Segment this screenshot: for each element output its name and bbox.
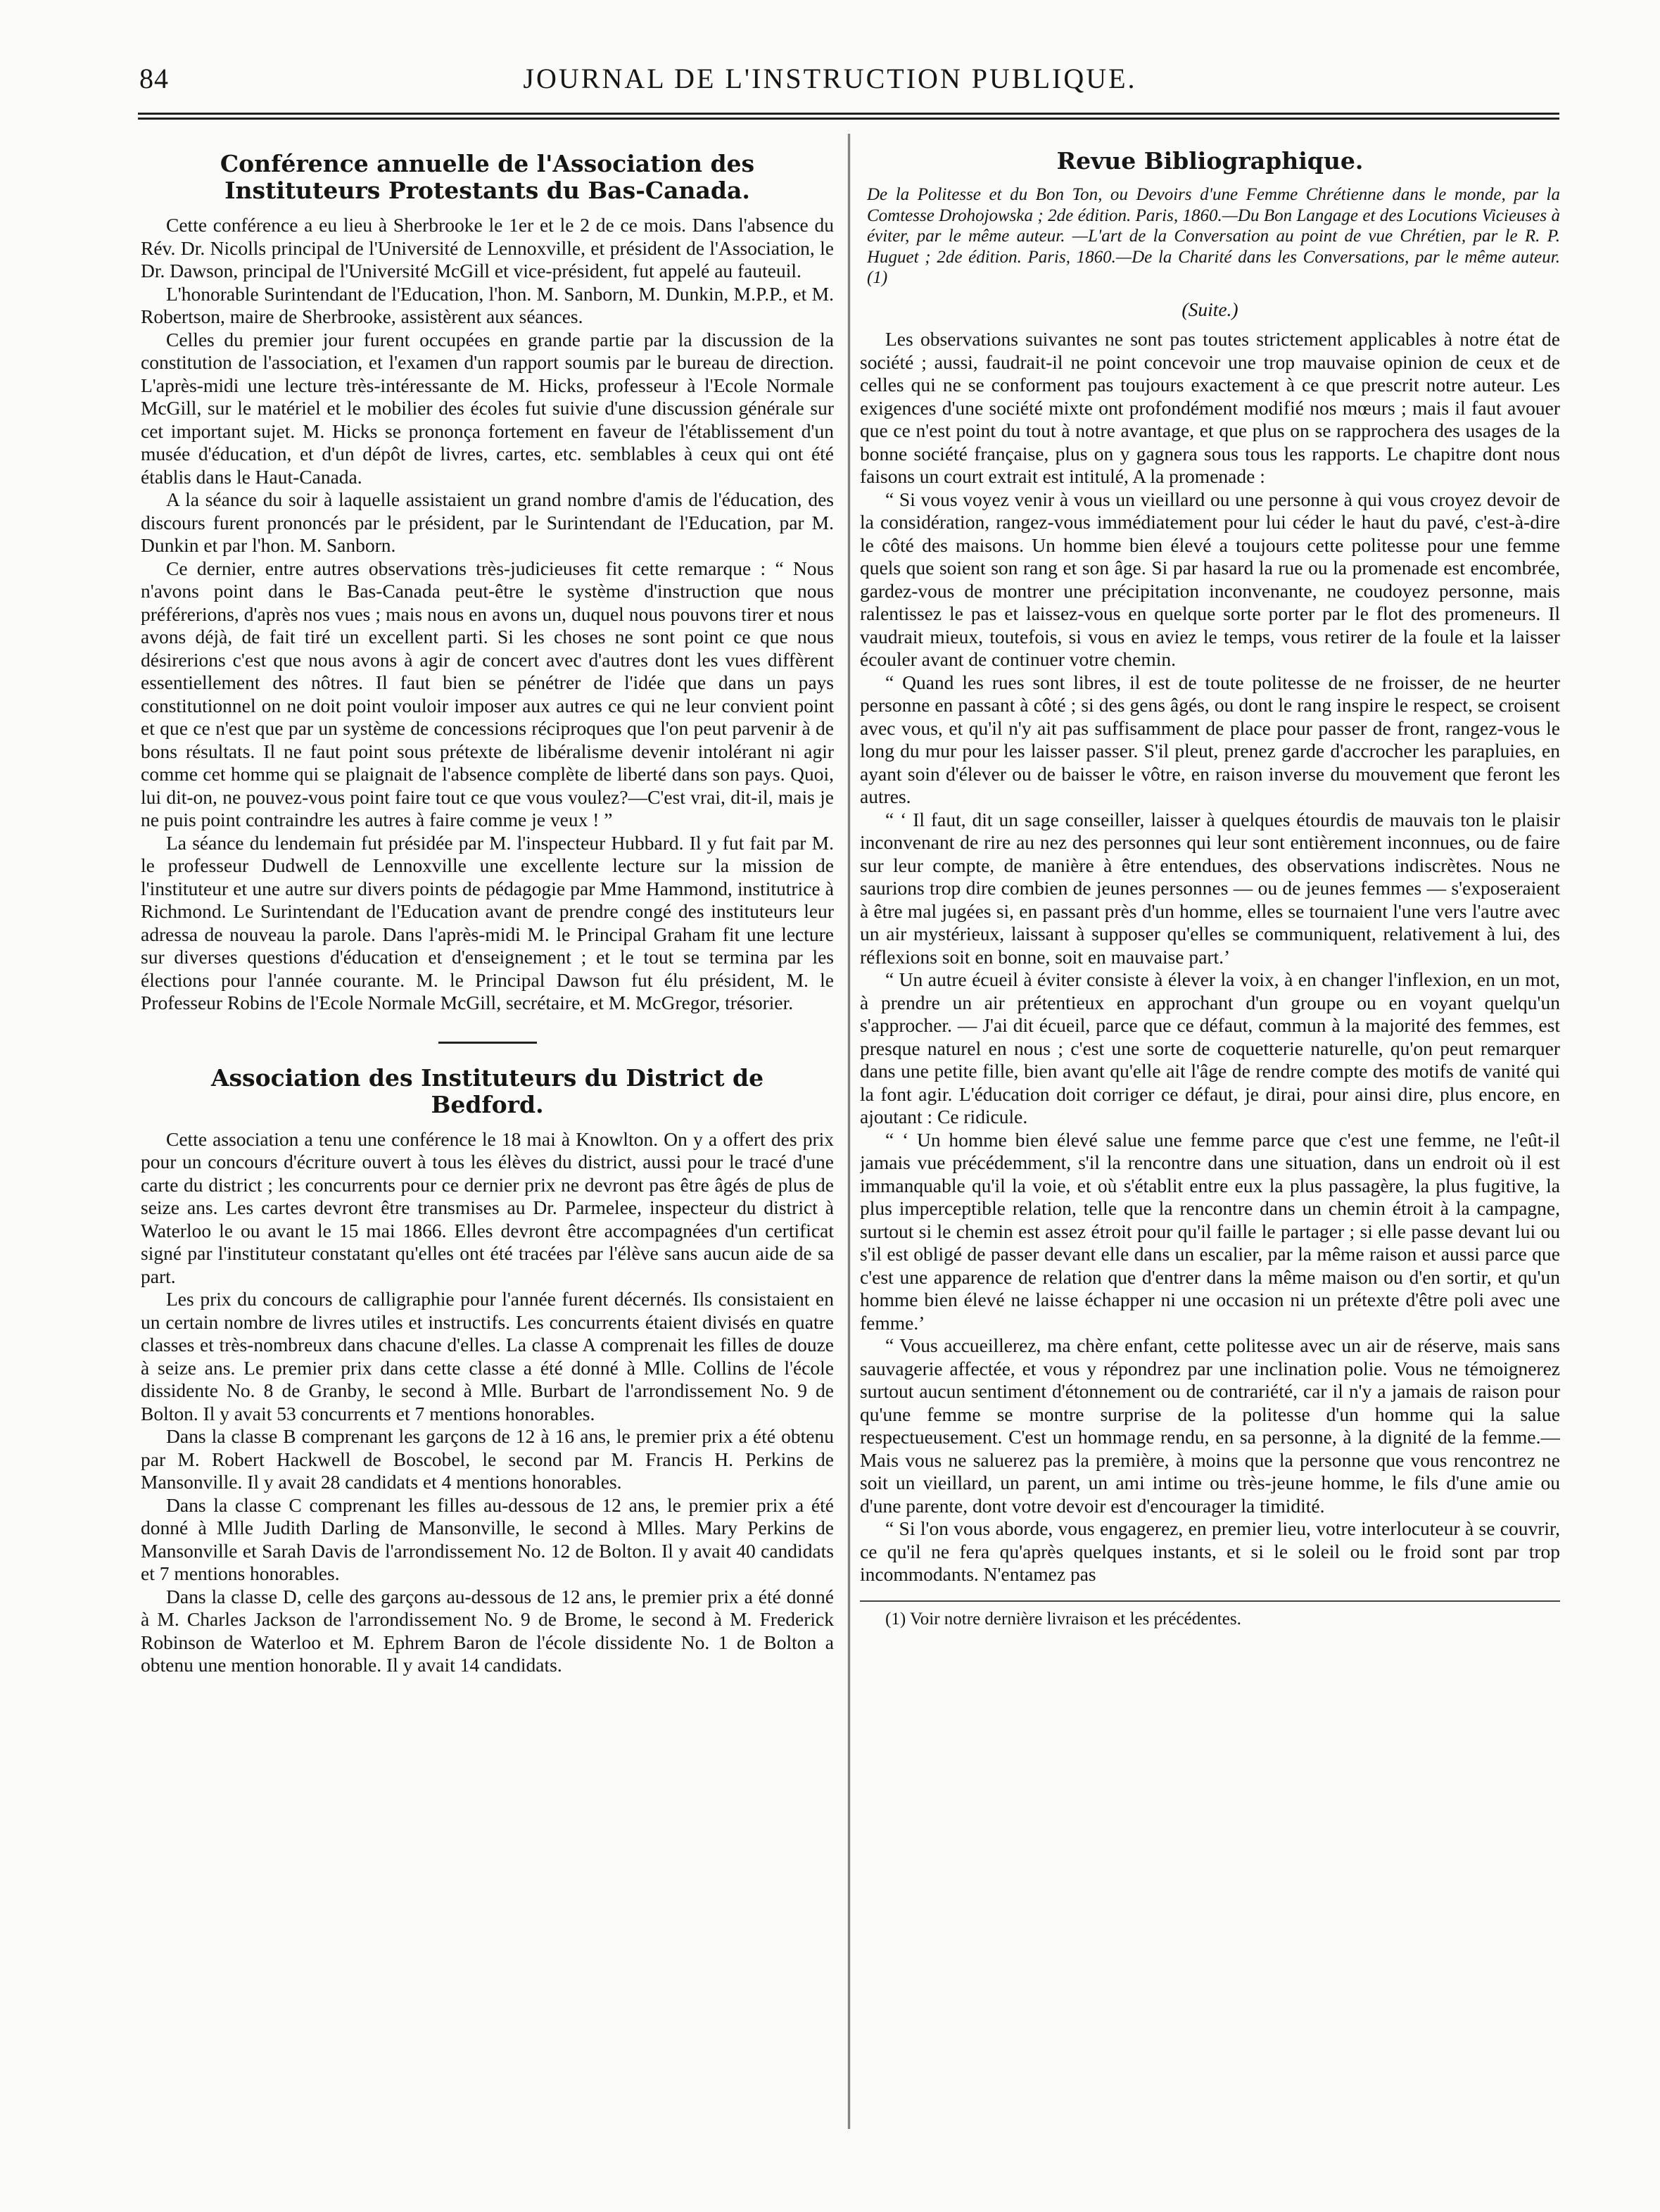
footnote-rule <box>860 1600 1560 1602</box>
paragraph: “ Vous accueillerez, ma chère enfant, cette politesse avec un air de réserve, mais sans sauvagerie affectée, et vous y répondrez par une inclination polie. Vous ne témoignerez surtout aucun sentiment d'étonnement ou de contrariété, car il n'y a jamais de raison pour qu'une femme se montre surprise de la politesse d'un homme qui la salue respectueusement. C'est un hommage rendu, en sa personne, à la dignité de la femme.— Mais vous ne saluerez pas la première, à moins que la personne que vous rencontrez ne soit un vieillard, un parent, un ami intime ou très-jeune homme, le fils d'une amie ou d'une parente, dont votre devoir est d'encourager la timidité. <box>860 1334 1560 1517</box>
paragraph: “ Si vous voyez venir à vous un vieillard ou une personne à qui vous croyez devoir de la considération, rangez-vous immédiatement pour lui céder le haut du pavé, c'est-à-dire le côté des maisons. Un homme bien élevé a toujours cette politesse pour une femme quels que soient son rang et son âge. Si par hasard la rue ou la promenade est encombrée, gardez-vous de montrer une précipitation inconvenante, ne coudoyez personne, mais ralentissez le pas et laissez-vous en quelque sorte porter par le flot des promeneurs. Il vaudrait mieux, toutefois, si vous en aviez le temps, vous retirer de la foule et la laisser écouler avant de continuer votre chemin. <box>860 488 1560 670</box>
paragraph: L'honorable Surintendant de l'Education, l'hon. M. Sanborn, M. Dunkin, M.P.P., et M. Robertson, maire de Sherbrooke, assistèrent aux séances. <box>141 282 834 327</box>
paragraph: A la séance du soir à laquelle assistaient un grand nombre d'amis de l'éducation, des discours furent prononcés par le président, par le Surintendant de l'Education, par M. Dunkin et par l'hon. M. Sanborn. <box>141 488 834 556</box>
paragraph: “ ‘ Il faut, dit un sage conseiller, laisser à quelques étourdis de mauvais ton le plaisir inconvenant de rire au nez des personnes qui leur sont entièrement inconnues, ou de faire sur leur compte, de manière à être entendues, des observations indiscrètes. Nous ne saurions trop dire combien de jeunes personnes — ou de jeunes femmes — s'exposeraient à être mal jugées si, en passant près d'un homme, elles se tournaient l'une vers l'autre avec un air mystérieux, laissant à supposer qu'elles se communiquent, relativement à lui, des réflexions soit en bonne, soit en mauvaise part.’ <box>860 808 1560 968</box>
paragraph: Dans la classe D, celle des garçons au-dessous de 12 ans, le premier prix a été donné à M. Charles Jackson de l'arrondissement No. 9 de Brome, le second à M. Frederick Robinson de Waterloo et M. Ephrem Baron de l'école dissidente No. 1 de Bolton a obtenu une mention honorable. Il y avait 14 candidats. <box>141 1585 834 1676</box>
article-title-bedford: Association des Instituteurs du District de Bedford. <box>210 1063 764 1118</box>
article-title-revue: Revue Bibliographique. <box>1056 147 1364 175</box>
paragraph: Cette association a tenu une conférence le 18 mai à Knowlton. On y a offert des prix pour un concours d'écriture ouvert à tous les élèves du district, aussi pour le tracé d'une carte du district ; les concurrents pour ce dernier prix ne devront pas être âgés de plus de seize ans. Les cartes devront être transmises au Dr. Parmelee, inspecteur du district à Waterloo le ou avant le 15 mai 1866. Elles devront être accompagnées d'un certificat signé par l'instituteur constatant qu'elles ont été tracées par l'élève sans aucun aide de sa part. <box>141 1127 834 1287</box>
paragraph: “ Quand les rues sont libres, il est de toute politesse de ne froisser, de ne heurter personne en passant à côté ; si des gens âgés, ou dont le rang inspire le respect, se croisent avec vous, et qu'il n'y ait pas suffisamment de place pour passer de front, rangez-vous le long du mur pour les laisser passer. S'il pleut, prenez garde d'accrocher les parapluies, en ayant soin d'élever ou de baisser le vôtre, en raison inverse du mouvement que feront les autres. <box>860 671 1560 807</box>
paragraph: “ ‘ Un homme bien élevé salue une femme parce que c'est une femme, ne l'eût-il jamais vue précédemment, s'il la rencontre dans une situation, dans un endroit où il est immanquable qu'il la voie, et où s'établit entre eux la plus passagère, la plus fugitive, la plus imperceptible relation, telle que la rencontre dans un chemin étroit à la campagne, surtout si le chemin est assez étroit pour qu'il faille le partager ; si elle passe devant lui ou s'il est obligé de passer devant elle dans un escalier, par la même raison et aussi parce que c'est une apparence de relation que d'entrer dans la même maison ou d'en sortir, et qu'un homme bien élevé ne laisse échapper ni une occasion ni un prétexte d'être poli avec une femme.’ <box>860 1128 1560 1334</box>
paragraph: Ce dernier, entre autres observations très-judicieuses fit cette remarque : “ Nous n'avons point dans le Bas-Canada peut-être le système d'instruction que nous préférerions, d'après nos vues ; mais nous en avons un, duquel nous pouvons tirer et nous avons déjà, de fait tiré un excellent parti. Si les choses ne sont point ce que nous désirerions c'est que nous avons à agir de concert avec d'autres dont les vues diffèrent essentiellement des nôtres. Il faut bien se pénétrer de l'idée que dans un pays constitutionnel on ne doit point vouloir imposer aux autres ce qui ne leur convient point et que ce n'est que par un système de concessions réciproques que l'on peut parvenir à de bons résultats. Il ne faut point sous prétexte de libéralisme devenir intolérant ni agir comme cet homme qui se plaignait de l'absence complète de liberté dans son pays. Quoi, lui dit-on, ne pouvez-vous point faire tout ce que vous voulez?—C'est vrai, dit-il, mais je ne puis point contraindre les autres à faire comme je veux ! ” <box>141 557 834 830</box>
paragraph: Les observations suivantes ne sont pas toutes strictement applicables à notre état de société ; aussi, faudrait-il ne point concevoir une trop mauvaise opinion de ceux et de celles qui ne se conforment pas toujours exactement à ce que prescrit notre auteur. Les exigences d'une société mixte ont profondément modifié nos mœurs ; mais il faut avouer que ce n'est point du tout à notre avantage, et que plus on se rapprochera des usages de la bonne société française, plus on y gagnera sous tous les rapports. Le chapitre dont nous faisons un court extrait est intitulé, A la promenade : <box>860 328 1560 487</box>
right-column <box>860 138 1560 2130</box>
column-divider <box>848 134 850 2129</box>
header-rule-top <box>138 113 1559 115</box>
paragraph: Cette conférence a eu lieu à Sherbrooke le 1er et le 2 de ce mois. Dans l'absence du Rév. Dr. Nicolls principal de l'Université de Lennoxville, et président de l'Association, le Dr. Dawson, principal de l'Université McGill et vice-président, fut appelé au fauteuil. <box>141 214 834 282</box>
bibliography-intro: De la Politesse et du Bon Ton, ou Devoirs d'une Femme Chrétienne dans le monde, par la Comtesse Drohojowska ; 2de édition. Paris, 1860.—Du Bon Langage et des Locutions Vicieuses à éviter, par le même auteur. —L'art de la Conversation au point de vue Chrétien, par le R. P. Huguet ; 2de édition. Paris, 1860.—De la Charité dans les Conversations, par le même auteur. (1) <box>867 185 1560 287</box>
suite-label: (Suite.) <box>1181 298 1238 320</box>
paragraph: Dans la classe B comprenant les garçons de 12 à 16 ans, le premier prix a été obtenu par M. Robert Hackwell de Boscobel, le second par M. Francis H. Perkins de Mansonville. Il y avait 28 candidats et 4 mentions honorables. <box>141 1425 834 1493</box>
paragraph: Dans la classe C comprenant les filles au-dessous de 12 ans, le premier prix a été donné à Mlle Judith Darling de Mansonville, le second à Mlles. Mary Perkins de Mansonville et Sarah Davis de l'arrondissement No. 12 de Bolton. Il y avait 40 candidats et 7 mentions honorables. <box>141 1493 834 1584</box>
running-head: JOURNAL DE L'INSTRUCTION PUBLIQUE. <box>523 63 1137 94</box>
section-divider <box>438 1042 537 1044</box>
paragraph: La séance du lendemain fut présidée par M. l'inspecteur Hubbard. Il y fut fait par M. le professeur Dudwell de Lennoxville une excellente lecture sur la mission de l'instituteur et une autre sur divers points de pédagogie par Mme Hammond, institutrice à Richmond. Le Surintendant de l'Education avant de prendre congé des instituteurs leur adressa de nouveau la parole. Dans l'après-midi M. le Principal Graham fit une lecture sur diverses questions d'éducation et d'enseignement ; et le tout se termina par les élections pour l'année courante. M. le Principal Dawson fut élu président, M. le Professeur Robins de l'Ecole Normale McGill, secrétaire, et M. McGregor, trésorier. <box>141 831 834 1013</box>
article-title-conference: Conférence annuelle de l'Association des Instituteurs Protestants du Bas-Canada. <box>220 150 755 204</box>
page-number: 84 <box>139 63 169 94</box>
paragraph: “ Si l'on vous aborde, vous engagerez, en premier lieu, votre interlocuteur à se couvrir, ce qu'il ne fera qu'après quelques instants, et si le soleil ou le froid sont par trop incommodants. N'entamez pas <box>860 1517 1560 1585</box>
paragraph: Les prix du concours de calligraphie pour l'année furent décernés. Ils consistaient en un certain nombre de livres utiles et instructifs. Les concurrents étaient divisés en quatre classes et très-nombreux dans chacune d'elles. La classe A comprenait les filles de douze à seize ans. Le premier prix dans cette classe a été donné à Mlle. Collins de l'école dissidente No. 8 de Granby, le second à Mlle. Burbart de l'arrondissement No. 9 de Bolton. Il y avait 53 concurrents et 7 mentions honorables. <box>141 1288 834 1424</box>
footnote: (1) Voir notre dernière livraison et les précédentes. <box>885 1609 1241 1629</box>
paragraph: Celles du premier jour furent occupées en grande partie par la discussion de la constitution de l'association, et l'examen d'un rapport soumis par le bureau de direction. L'après-midi une lecture très-intéressante de M. Hicks, professeur à l'Ecole Normale McGill, sur le matériel et le mobilier des écoles fut suivie d'une discussion générale sur cet important sujet. M. Hicks se prononça fortement en faveur de l'établissement d'un musée d'éducation, et d'un dépôt de livres, cartes, etc. semblables à ceux qui ont été établis dans le Haut-Canada. <box>141 328 834 488</box>
paragraph: “ Un autre écueil à éviter consiste à élever la voix, à en changer l'inflexion, en un mot, à prendre un air prétentieux en approchant d'un groupe ou en voyant quelqu'un s'approcher. — J'ai dit écueil, parce que ce défaut, commun à la majorité des femmes, est presque naturel en nous ; c'est une sorte de coquetterie naturelle, qu'on peut remarquer dans une petite fille, bien avant qu'elle ait l'âge de rendre compte des motifs de vanité qui la font agir. L'éducation doit corriger ce défaut, je dirai, pour ainsi dire, plus encore, en ajoutant : Ce ridicule. <box>860 968 1560 1127</box>
left-column <box>141 138 834 2130</box>
header-rule-bottom <box>138 118 1559 120</box>
